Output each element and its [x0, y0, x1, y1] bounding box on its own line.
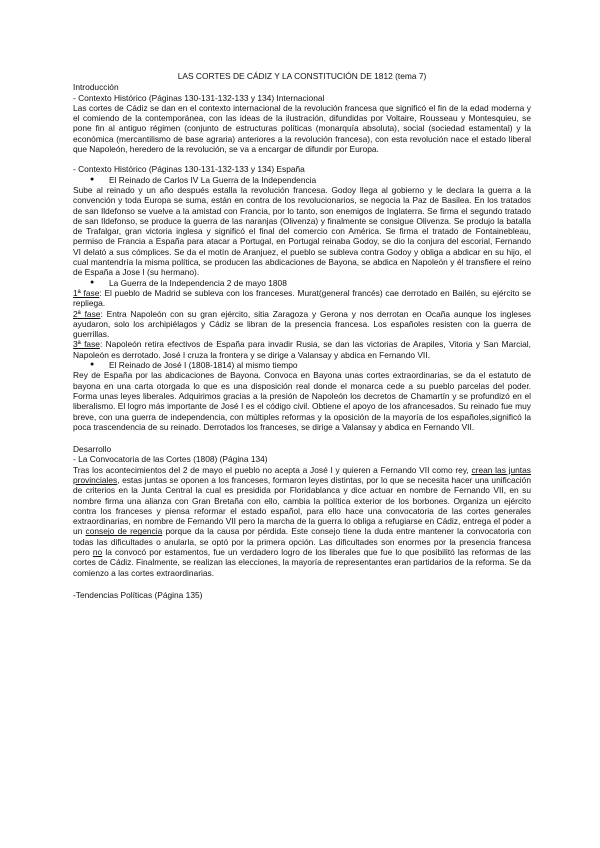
bullet-guerra-independencia — [73, 278, 531, 288]
bullet-dot-icon: ● — [90, 361, 95, 369]
convocatoria-text-part-1: Tras los acontecimientos del 2 de mayo el pueblo no acepta a José I y quieren a Fernando VII como rey, — [73, 464, 472, 475]
juntas-provinciales-underline: crean las juntas provinciales — [73, 464, 531, 485]
convocatoria-text-part-4: la convocó por estamentos, fue un verdadero logro de los liberales que fue lo que posibilitó las reformas de las cortes de Cádiz. Finalmente, se realizan las elecciones, la mayoría de representantes eran partidarios de la reforma. Se da comienzo a las cortes extraordinarias. — [73, 547, 531, 578]
fase-2 — [73, 309, 531, 340]
fase-3 — [73, 339, 531, 360]
convocatoria-text-part-2: , estas juntas se oponen a los franceses, formaron leyes distintas, por lo que se necesita hacer una unificación de criterios en la Junta Central la cual es presidida por Floridablanca y dice actuar en nombre de Fernando VII, en su nombre firma una alianza con Gran Bretaña con ello, cambia la política exterior de los borbones. Organiza un ejército contra los franceses y piensa reformar el estado español, para ello hace una convocatoria de las cortes generales extraordinarias, en nombre de Fernando VII pero la marcha de la guerra lo obliga a refugiarse en Cádiz, entrega el poder a un — [73, 474, 531, 537]
document-title: LAS CORTES DE CÁDIZ Y LA CONSTITUCIÓN DE 1812 (tema 7) — [177, 71, 427, 81]
convocatoria-text — [73, 465, 531, 578]
fase-1 — [73, 288, 531, 309]
fase-3-text: : Napoleón retira efectivos de España para invadir Rusia, se dan las victorias de Arapiles, Vitoria y San Marcial, Napoleón es derrotado. José I cruza la frontera y se dirige a Valansay y abdica en Fernando VII. — [73, 339, 531, 360]
fase-1-label: 1ª fase — [73, 287, 100, 298]
convocatoria-text-part-3: porque da la causa por pérdida. Este consejo tiene la duda entre mantener la convocatoria con todas las dificultades o anularla, se optó por la primera opción. Las dificultades son enormes por la presencia francesa pero — [73, 526, 531, 558]
fase-2-text: : Entra Napoleón con su gran ejército, sitia Zaragoza y Gerona y nos derrotan en Ocaña aunque los ingleses ayudaron, solo los archipiélagos y Cádiz se libran de la presencia francesa. Los españoles resisten con la guerra de guerrillas. — [73, 308, 531, 340]
intro-heading: Introducción — [73, 82, 119, 93]
bullet-carlos-iv — [73, 175, 531, 185]
bullet-dot-icon: ● — [90, 278, 95, 286]
context-espana-heading: - Contexto Histórico (Páginas 130-131-132-133 y 134) España — [73, 164, 305, 175]
document-page — [73, 71, 531, 600]
fase-2-label: 2ª fase — [73, 308, 101, 319]
jose-i-text: Rey de España por las abdicaciones de Bayona. Convoca en Bayona unas cortes extraordinarias, se da el estatuto de bayona en una carta otorgada lo que es una disposición real donde el monarca cede a su pueblo parcelas del poder. Forma unas leyes liberales. Adquirimos gracias a la presión de Napoleón los decretos de Chamartín y se profundizó en el liberalismo. El logro más importante de José I es el código civil. Obtiene el apoyo de los afrancesados. Su reinado fue muy breve, con una guerra de independencia, con múltiples reformas y la oposición de la mayoría de los españoles,significó la poca trascendencia de su reinado. Derrotados los franceses, se dirige a Valansay y abdica en Fernando VII. — [73, 370, 531, 432]
fase-3-label: 3ª fase — [73, 339, 100, 350]
bullet-jose-i — [73, 360, 531, 370]
carlos-iv-text: Sube al reinado y un año después estalla la revolución francesa. Godoy llega al gobierno y le declara la guerra a la convención y toda Europa se suma, están en contra de los revolucionarios, se negocia la Paz de Basilea. En los tratados de san Ildefonso se vuelve a la amistad con Francia, por lo tanto, son enemigos de Inglaterra. Se firma el segundo tratado de san Ildefonso, se produce la guerra de las naranjas (Olivenza) y finalmente se consigue Olivenza. Se produjo la batalla de Trafalgar, gran victoria inglesa y significó el final del comercio con América. Se firma el tratado de Fontainebleau, permiso de Francia a España para atacar a Portugal, en Portugal reinaba Godoy, se dio la conjura del escorial, Fernando VI delató a sus cómplices. Se da el motín de Aranjuez, el pueblo se subleva contra Godoy y obliga a abdicar en su hijo, el cual mantendría la misma política, se producen las abdicaciones de Bayona, se abdica en Napoleón y él transfiere el reino de España a Jose I (su hermano). — [73, 184, 531, 278]
tendencias-heading: -Tendencias Políticas (Página 135) — [73, 589, 203, 600]
no-underline: no — [92, 547, 103, 558]
bullet-dot-icon: ● — [90, 175, 95, 183]
consejo-regencia-underline: consejo de regencia — [85, 526, 163, 537]
desarrollo-heading: Desarrollo — [73, 444, 112, 455]
context-internacional-heading: - Contexto Histórico (Páginas 130-131-132-133 y 134) Internacional — [73, 92, 325, 103]
bullet-guerra-label: La Guerra de la Independencia 2 de mayo 1808 — [109, 277, 287, 288]
bullet-carlos-iv-label: El Reinado de Carlos IV La Guerra de la Independencia — [109, 174, 317, 185]
fase-1-text: : El pueblo de Madrid se subleva con los franceses. Murat(general francés) cae derrotado en Bailén, su ejército se repliega. — [73, 287, 531, 309]
bullet-jose-i-label: El Reinado de José I (1808-1814) al mismo tiempo — [109, 360, 298, 371]
convocatoria-heading: - La Convocatoria de las Cortes (1808) (Página 134) — [73, 454, 268, 465]
context-internacional-text: Las cortes de Cádiz se dan en el contexto internacional de la revolución francesa que significó el fin de la edad moderna y el comiendo de la contemporánea, con las ideas de la ilustración, difundidas por Voltaire, Rousseau y Montesquieu, se pone fin al antiguo régimen (conjunto de estructuras políticas (monarquía absoluta), social (sociedad estamental) y la económica (mercantilismo de base agraria) anteriores a la revolución francesa), con esta revolución nace el estado liberal que Napoleón, heredero de la revolución, se va a encargar de difundir por Europa. — [73, 102, 531, 155]
